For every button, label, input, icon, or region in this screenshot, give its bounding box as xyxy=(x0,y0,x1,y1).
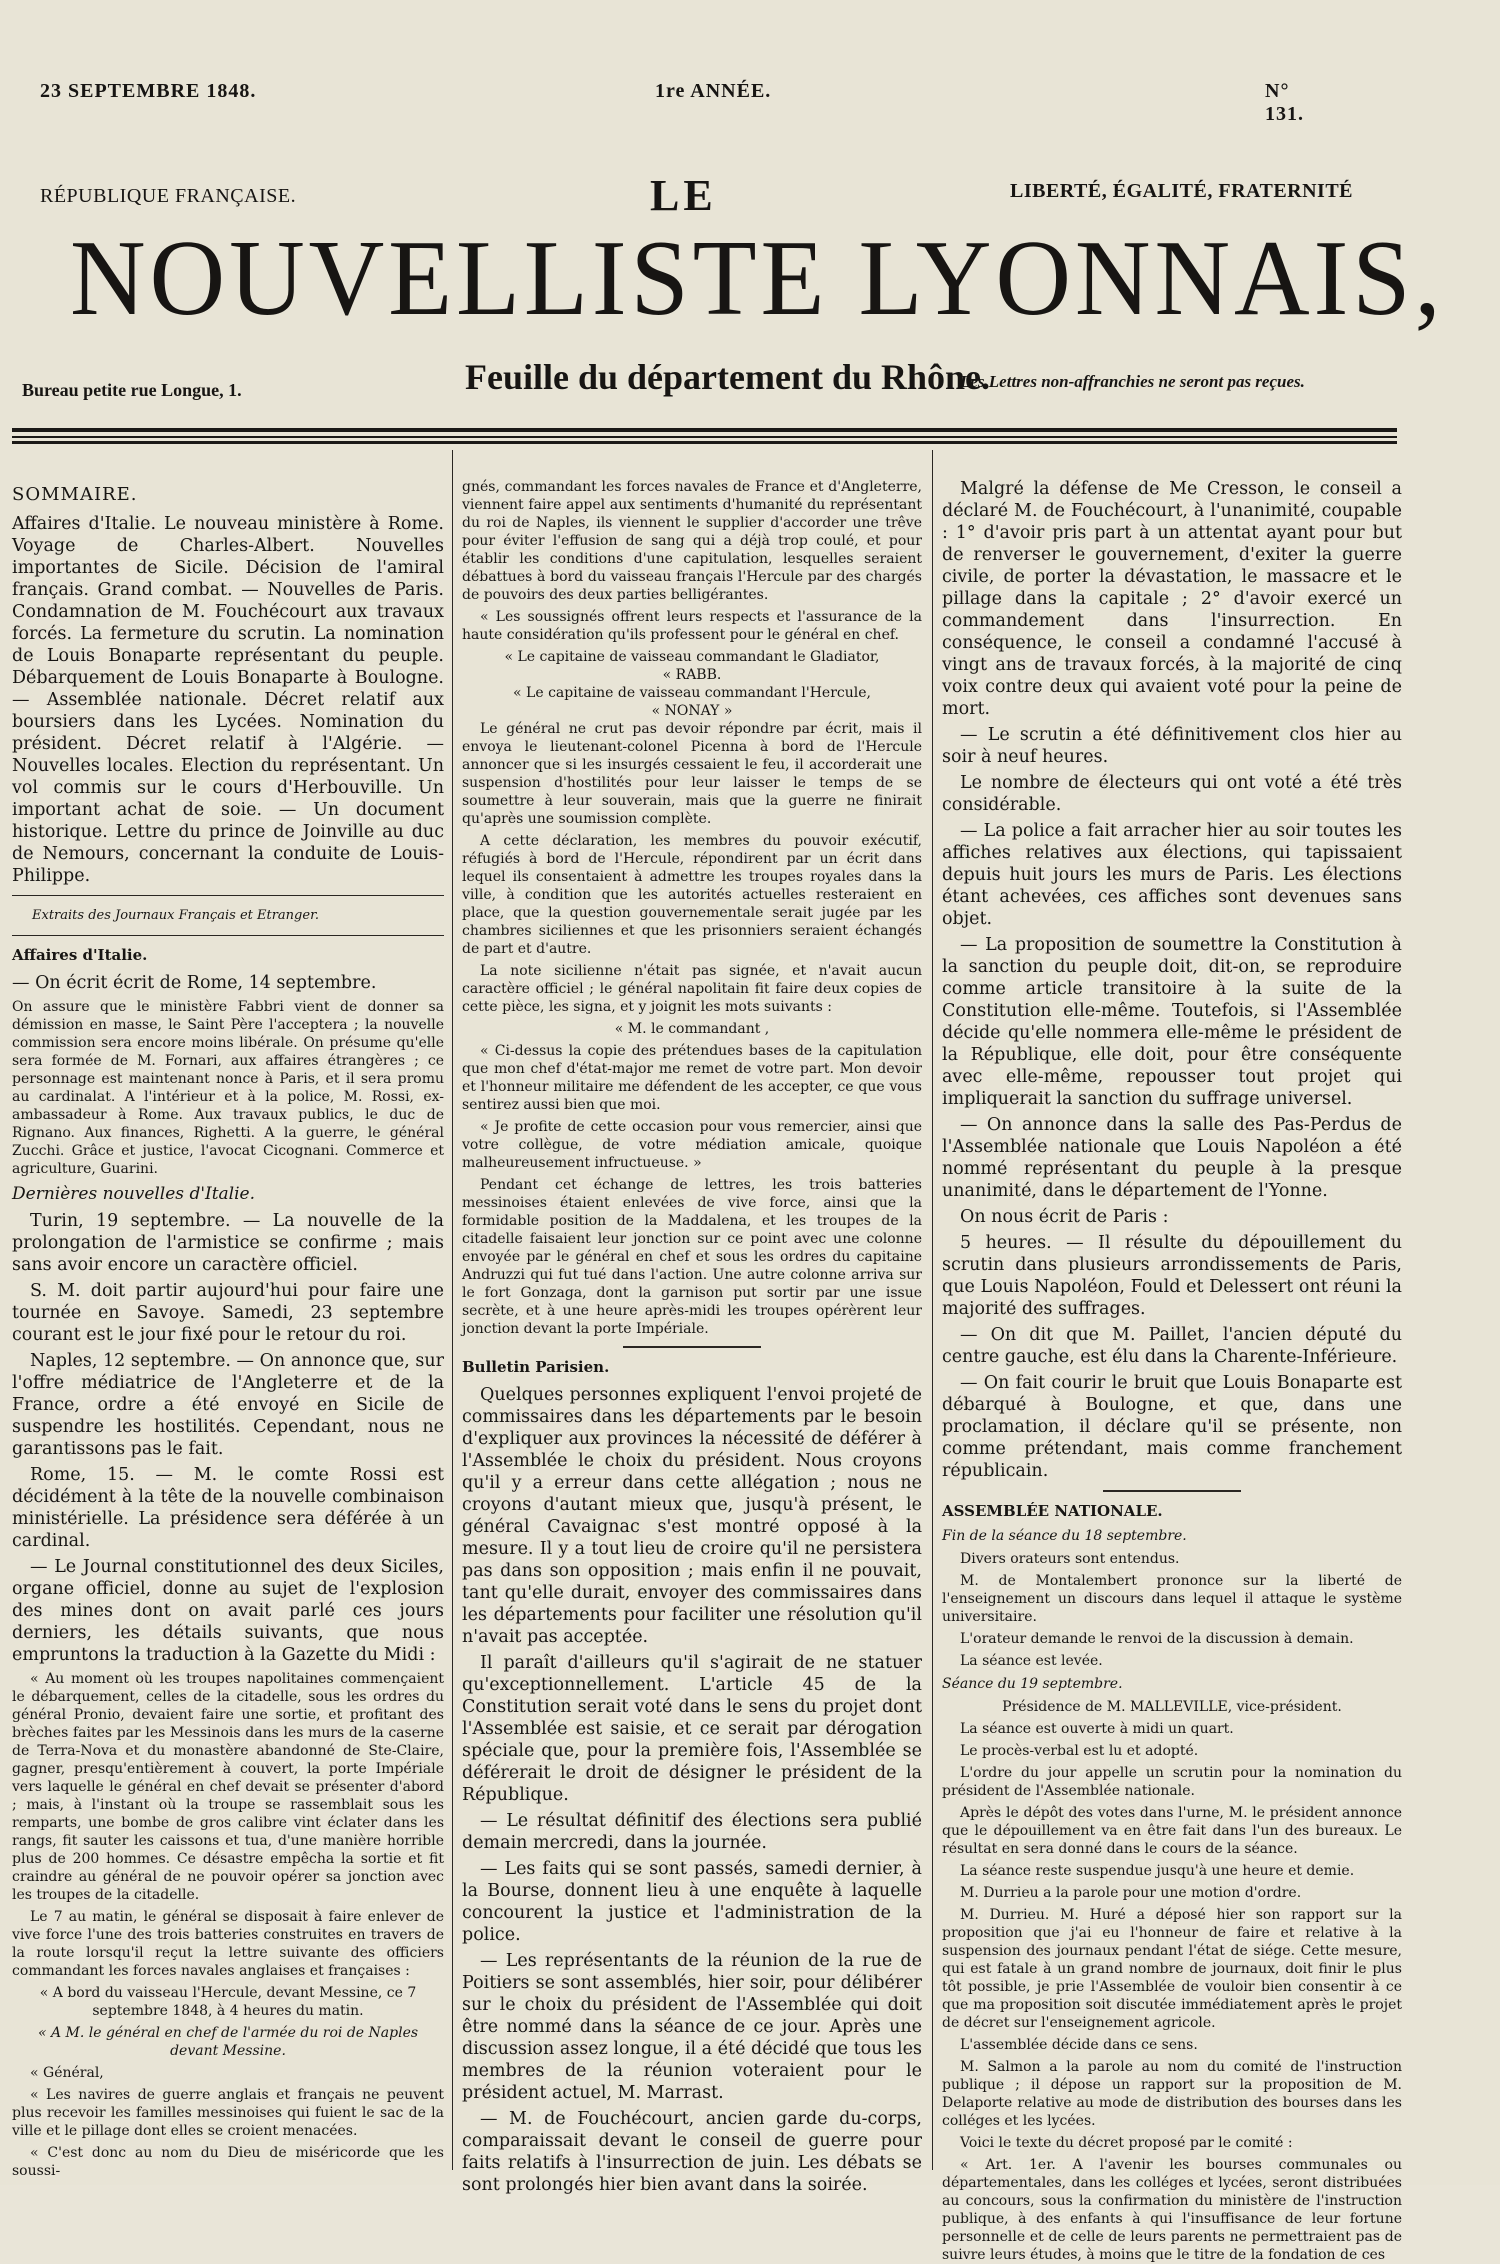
letter-salutation: « M. le commandant , xyxy=(614,1021,770,1037)
article-paragraph: 5 heures. — Il résulte du dépouillement du scrutin dans plusieurs arrondissements de Paris, que Louis Napoléon, Fould et Delessert ont réuni la majorité des suffrages. xyxy=(942,1233,1402,1319)
column-divider xyxy=(452,450,453,2170)
article-paragraph: — La proposition de soumettre la Constitution à la sanction du peuple doit, dit-on, se reproduire comme article transitoire à la suite de la Constitution elle-même. Toutefois, si l'Assemblée décide qu'elle nommera elle-même le président de la République, elle doit, pour être conséquente avec elle-même, repousser tout projet qui impliquerait la sanction du suffrage universel. xyxy=(942,935,1402,1109)
article-paragraph: On assure que le ministère Fabbri vient de donner sa démission en masse, le Saint Père l'acceptera ; la nouvelle commission sera encore moins libérale. On présume qu'elle sera formée de M. Fornari, aux affaires étrangères ; ce personnage est maintenant nonce à Paris, et il sera promu au cardinalat. A l'intérieur et à la police, M. Rossi, ex-ambassadeur à Rome. Aux travaux publics, le duc de Rignano. Aux finances, Righetti. A la guerre, le général Zucchi. Grâce et justice, l'avocat Cicognani. Commerce et agriculture, Guarini. xyxy=(12,999,444,1177)
masthead-rule xyxy=(12,441,1397,444)
masthead-title: NOUVELLISTE LYONNAIS, xyxy=(70,219,1445,338)
issue-date: 23 SEPTEMBRE 1848. xyxy=(40,80,257,102)
section-heading-affaires: Affaires d'Italie. xyxy=(12,946,148,964)
divider xyxy=(1103,1490,1241,1492)
article-paragraph: « Les navires de guerre anglais et français ne peuvent plus recevoir les familles messinoises qui fuient le sac de la ville et le pillage dont elles se croient menacées. xyxy=(12,2087,444,2139)
article-paragraph: — M. de Fouchécourt, ancien garde du-corps, comparaissait devant le conseil de guerre pour faits relatifs à l'insurrection de juin. Les débats se sont prolongés hier bien avant dans la soirée. xyxy=(462,2109,922,2195)
article-paragraph: A cette déclaration, les membres du pouvoir exécutif, réfugiés à bord de l'Hercule, répondirent par un écrit dans lequel ils consentaient à admettre les troupes royales dans la ville, à condition que les autorités actuelles resteraient en place, que la question gouvernementale serait jugée par les chambres siciliennes et que les prisonniers seraient échangés de part et d'autre. xyxy=(462,833,922,957)
letter-addressee: « A M. le général en chef de l'armée du roi de Naples devant Messine. xyxy=(37,2025,419,2059)
article-paragraph: La note sicilienne n'était pas signée, et n'avait aucun caractère officiel ; le général napolitain fit faire deux copies de cette pièce, les signa, et y joignit les mots suivants : xyxy=(462,963,922,1015)
article-paragraph: Divers orateurs sont entendus. xyxy=(960,1551,1180,1567)
subheading-fin-seance: Fin de la séance du 18 septembre. xyxy=(942,1528,1187,1544)
sommaire-text: Affaires d'Italie. Le nouveau ministère à Rome. Voyage de Charles-Albert. Nouvelles importantes de Sicile. Décision de l'amiral français. Grand combat. — Nouvelles de Paris. Condamnation de M. Fouchécourt aux travaux forcés. La fermeture du scrutin. La nomination de Louis Bonaparte représentant du peuple. Débarquement de Louis Bonaparte à Boulogne. — Assemblée nationale. Décret relatif aux boursiers dans les Lycées. Nomination du président. Décret relatif à l'Algérie. — Nouvelles locales. Election du représentant. Un vol commis sur le cours d'Herbouville. Un important achat de soie. — Un document historique. Lettre du prince de Joinville au duc de Nemours, concernant la conduite de Louis-Philippe. xyxy=(12,514,444,886)
article-paragraph: — On annonce dans la salle des Pas-Perdus de l'Assemblée nationale que Louis Napoléon a été nommé représentant du peuple à la presque unanimité, dans le département de l'Yonne. xyxy=(942,1115,1402,1201)
column-2 xyxy=(462,478,922,2195)
issue-year: 1re ANNÉE. xyxy=(655,80,772,102)
article-paragraph: M. de Montalembert prononce sur la liberté de l'enseignement un discours dans lequel il attaque le système universitaire. xyxy=(942,1573,1402,1625)
article-paragraph: Quelques personnes expliquent l'envoi projeté de commissaires dans les départements par le besoin d'expliquer aux provinces la nécessité de déférer à l'Assemblée le choix du président. Nous croyons qu'il y a erreur dans cette allégation ; nous ne croyons d'autant mieux que, jusqu'à présent, le général Cavaignac s'est montré opposé à la mesure. Il y a tout lieu de croire qu'il ne persistera pas dans son opposition ; mais enfin il ne pouvait, tant qu'elle durait, envoyer des commissaires dans les départements pour faciliter une résolution qu'il n'avait pas acceptée. xyxy=(462,1385,922,1647)
article-paragraph: — Le Journal constitutionnel des deux Siciles, organe officiel, donne au sujet de l'explosion des mines dont on avait parlé ces jours derniers, les détails suivants, que nous empruntons la traduction à la Gazette du Midi : xyxy=(12,1557,444,1665)
article-paragraph: La séance est levée. xyxy=(960,1653,1103,1669)
letter-header: « A bord du vaisseau l'Hercule, devant Messine, ce 7 septembre 1848, à 4 heures du matin. xyxy=(39,1985,417,2019)
article-paragraph: Rome, 15. — M. le comte Rossi est décidément à la tête de la nouvelle combinaison ministérielle. La présidence sera déférée à un cardinal. xyxy=(12,1465,444,1551)
article-paragraph: Le nombre de électeurs qui ont voté a été très considérable. xyxy=(942,773,1402,815)
signature-line: « Le capitaine de vaisseau commandant le Gladiator, xyxy=(504,649,880,665)
article-paragraph: — Le résultat définitif des élections sera publié demain mercredi, dans la journée. xyxy=(462,1811,922,1853)
divider xyxy=(12,935,444,936)
issue-line xyxy=(30,80,1320,125)
devise-label: LIBERTÉ, ÉGALITÉ, FRATERNITÉ xyxy=(1010,180,1354,202)
republique-label: RÉPUBLIQUE FRANÇAISE. xyxy=(40,185,297,207)
article-paragraph: L'orateur demande le renvoi de la discussion à demain. xyxy=(960,1631,1354,1647)
article-paragraph: — On écrit écrit de Rome, 14 septembre. xyxy=(12,973,377,993)
bureau-address: Bureau petite rue Longue, 1. xyxy=(22,380,242,400)
column-1 xyxy=(12,478,444,2178)
signature-line: « Le capitaine de vaisseau commandant l'Hercule, xyxy=(513,685,871,701)
letters-notice: Les Lettres non-affranchies ne seront pas reçues. xyxy=(960,372,1305,391)
article-paragraph: M. Durrieu a la parole pour une motion d'ordre. xyxy=(960,1885,1302,1901)
article-paragraph: La séance est ouverte à midi un quart. xyxy=(960,1721,1234,1737)
article-paragraph: Il paraît d'ailleurs qu'il s'agirait de ne statuer qu'exceptionnellement. L'article 45 de la Constitution serait voté dans le sens du projet dont l'Assemblée est saisie, et ce serait par dérogation spéciale que, pour la première fois, l'Assemblée se déférerait le droit de désigner le président de la République. xyxy=(462,1653,922,1805)
column-3 xyxy=(942,478,1402,2263)
article-paragraph: Le 7 au matin, le général se disposait à faire enlever de vive force l'une des trois batteries construites en travers de la route lorsqu'il reçut la lettre suivante des officiers commandant les forces navales anglaises et françaises : xyxy=(12,1909,444,1979)
article-paragraph: — Les représentants de la réunion de la rue de Poitiers se sont assemblés, hier soir, pour délibérer sur le choix du président de l'Assemblée qui doit être nommé dans la séance de ce jour. Après une discussion assez longue, il a été décidé que tous les membres de la réunion voteraient pour le président actuel, M. Marrast. xyxy=(462,1951,922,2103)
article-paragraph: S. M. doit partir aujourd'hui pour faire une tournée en Savoye. Samedi, 23 septembre courant est le jour fixé pour le retour du roi. xyxy=(12,1281,444,1345)
article-paragraph: — Les faits qui se sont passés, samedi dernier, à la Bourse, donnent lieu à une enquête à laquelle concourent la justice et l'administration de la police. xyxy=(462,1859,922,1945)
article-paragraph: Malgré la défense de Me Cresson, le conseil a déclaré M. de Fouchécourt, à l'unanimité, coupable : 1° d'avoir pris part à un attentat ayant pour but de renverser le gouvernement, d'exiter la guerre civile, de porter la dévastation, le massacre et le pillage dans la capitale ; 2° d'avoir exercé un commandement dans l'insurrection. En conséquence, le conseil a condamné l'accusé à vingt ans de travaux forcés, à la majorité de cinq voix contre deux qui avaient voté pour la peine de mort. xyxy=(942,479,1402,719)
extraits-label: Extraits des Journaux Français et Etranger. xyxy=(32,908,319,923)
article-paragraph: « Ci-dessus la copie des prétendues bases de la capitulation que mon chef d'état-major me remet de votre part. Mon devoir et l'honneur militaire me défendent de les accepter, ce que vous sentirez aussi bien que moi. xyxy=(462,1043,922,1113)
article-paragraph: — On fait courir le bruit que Louis Bonaparte est débarqué à Boulogne, et que, dans une proclamation, il déclare qu'il se présente, non comme prétendant, mais comme franchement républicain. xyxy=(942,1373,1402,1481)
section-heading-bulletin: Bulletin Parisien. xyxy=(462,1358,610,1376)
article-paragraph: Le procès-verbal est lu et adopté. xyxy=(960,1743,1199,1759)
masthead-subtitle: Feuille du département du Rhône. xyxy=(465,357,991,397)
signature-name: « RABB. xyxy=(662,667,722,683)
article-paragraph: L'assemblée décide dans ce sens. xyxy=(960,2037,1198,2053)
article-paragraph: Pendant cet échange de lettres, les trois batteries messinoises étaient enlevées de vive force, ainsi que la formidable position de la Maddalena, et les troupes de la citadelle faisaient leur jonction sur ce point avec une colonne envoyée par le général en chef et sous les ordres du capitaine Andruzzi qui fut tué dans l'action. Une autre colonne arriva sur le fort Gonzaga, dont la garnison put sortir par une issue secrète, et à une heure après-midi les troupes opérèrent leur jonction devant la porte Impériale. xyxy=(462,1177,922,1337)
article-paragraph: — Le scrutin a été définitivement clos hier au soir à neuf heures. xyxy=(942,725,1402,767)
article-paragraph: La séance reste suspendue jusqu'à une heure et demie. xyxy=(960,1863,1355,1879)
masthead-rule xyxy=(12,436,1397,438)
article-paragraph: M. Durrieu. M. Huré a déposé hier son rapport sur la proposition que j'ai eu l'honneur de faire et relative à la suspension des journaux pendant l'état de siége. Cette mesure, qui est fatale à un grand nombre de journaux, doit finir le plus tôt possible, je prie l'Assemblée de vouloir bien consentir à ce que ma proposition soit discutée immédiatement après le projet de décret sur l'enseignement agricole. xyxy=(942,1907,1402,2031)
sommaire-heading: SOMMAIRE. xyxy=(12,484,138,505)
article-paragraph: « Art. 1er. A l'avenir les bourses communales ou départementales, dans les colléges et lycées, seront distribuées au concours, sous la confirmation du ministère de l'instruction publique, à des enfants à qui l'insuffisance de leur fortune personnelle et de celle de leurs parents ne permettraient pas de suivre leurs études, à moins que le titre de la fondation de ces xyxy=(942,2157,1402,2263)
subheading-dernieres: Dernières nouvelles d'Italie. xyxy=(12,1184,256,1204)
article-paragraph: On nous écrit de Paris : xyxy=(960,1207,1169,1227)
letter-salutation: « Général, xyxy=(30,2065,104,2081)
article-paragraph: gnés, commandant les forces navales de France et d'Angleterre, viennent faire appel aux sentiments d'humanité du représentant du roi de Naples, ils viennent le supplier d'accorder une trêve pour éviter l'effusion de sang qui a déjà trop coulé, et pour établir les conditions d'une capitulation, lesquelles seraient débattues à bord du vaisseau français l'Hercule par des chargés de pouvoirs des deux parties belligérantes. xyxy=(462,479,922,603)
issue-number: N° 131. xyxy=(1265,80,1304,125)
masthead-le: LE xyxy=(650,171,717,220)
article-paragraph: « Au moment où les troupes napolitaines commençaient le débarquement, celles de la citadelle, sous les ordres du général Pronio, devaient faire une sortie, et profitant des brèches faites par les Messinois dans les murs de la caserne de Terra-Nova et du monastère abandonné de Ste-Claire, gagner, presqu'entièrement à couvert, la porte Impériale vers laquelle le général en chef devait se présenter d'abord ; mais, à l'instant où la troupe se rassemblait sous les remparts, une bombe de gros calibre vint éclater dans les rangs, fit sauter les caissons et tua, d'une manière horrible plus de 200 hommes. Ce désastre empêcha la sortie et fit craindre au général de ne pouvoir opérer sa jonction avec les troupes de la citadelle. xyxy=(12,1671,444,1903)
article-paragraph: Après le dépôt des votes dans l'urne, M. le président annonce que le dépouillement va en être fait dans l'un des bureaux. Le résultat en sera donné dans le cours de la séance. xyxy=(942,1805,1402,1857)
divider xyxy=(623,1346,761,1348)
signature-name: « NONAY » xyxy=(651,703,733,719)
article-paragraph: L'ordre du jour appelle un scrutin pour la nomination du président de l'Assemblée nationale. xyxy=(942,1765,1402,1799)
article-paragraph: « Je profite de cette occasion pour vous remercier, ainsi que votre collègue, de votre médiation amicale, quoique malheureusement infructueuse. » xyxy=(462,1119,922,1171)
article-paragraph: — La police a fait arracher hier au soir toutes les affiches relatives aux élections, qui tapissaient depuis huit jours les murs de Paris. Les élections étant achevées, ces affiches sont devenues sans objet. xyxy=(942,821,1402,929)
article-paragraph: M. Salmon a la parole au nom du comité de l'instruction publique ; il dépose un rapport sur la proposition de M. Delaporte relative au mode de distribution des bourses dans les colléges et les lycées. xyxy=(942,2059,1402,2129)
article-paragraph: Naples, 12 septembre. — On annonce que, sur l'offre médiatrice de l'Angleterre et de la France, ordre a été envoyé en Sicile de suspendre les hostilités. Cependant, nous ne garantissons pas le fait. xyxy=(12,1351,444,1459)
article-paragraph: Turin, 19 septembre. — La nouvelle de la prolongation de l'armistice se confirme ; mais sans avoir encore un caractère officiel. xyxy=(12,1211,444,1275)
article-paragraph: — On dit que M. Paillet, l'ancien député du centre gauche, est élu dans la Charente-Inférieure. xyxy=(942,1325,1402,1367)
masthead-rule xyxy=(12,428,1397,432)
article-paragraph: Le général ne crut pas devoir répondre par écrit, mais il envoya le lieutenant-colonel Picenna à bord de l'Hercule annoncer que si les insurgés cessaient le feu, il accorderait une suspension d'hostilités pour leur laisser le temps de se soumettre à leur souverain, mais que la guerre ne finirait qu'après une soumission complète. xyxy=(462,721,922,827)
subheading-seance-19: Séance du 19 septembre. xyxy=(942,1676,1123,1692)
divider xyxy=(12,895,444,896)
article-paragraph: Voici le texte du décret proposé par le comité : xyxy=(960,2135,1293,2151)
column-divider xyxy=(932,450,933,2170)
presidence-line: Présidence de M. MALLEVILLE, vice-président. xyxy=(1002,1699,1342,1715)
section-heading-assemblee: ASSEMBLÉE NATIONALE. xyxy=(942,1502,1163,1520)
article-paragraph: « Les soussignés offrent leurs respects et l'assurance de la haute considération qu'ils professent pour le général en chef. xyxy=(462,609,922,643)
article-paragraph: « C'est donc au nom du Dieu de miséricorde que les soussi- xyxy=(12,2145,444,2179)
